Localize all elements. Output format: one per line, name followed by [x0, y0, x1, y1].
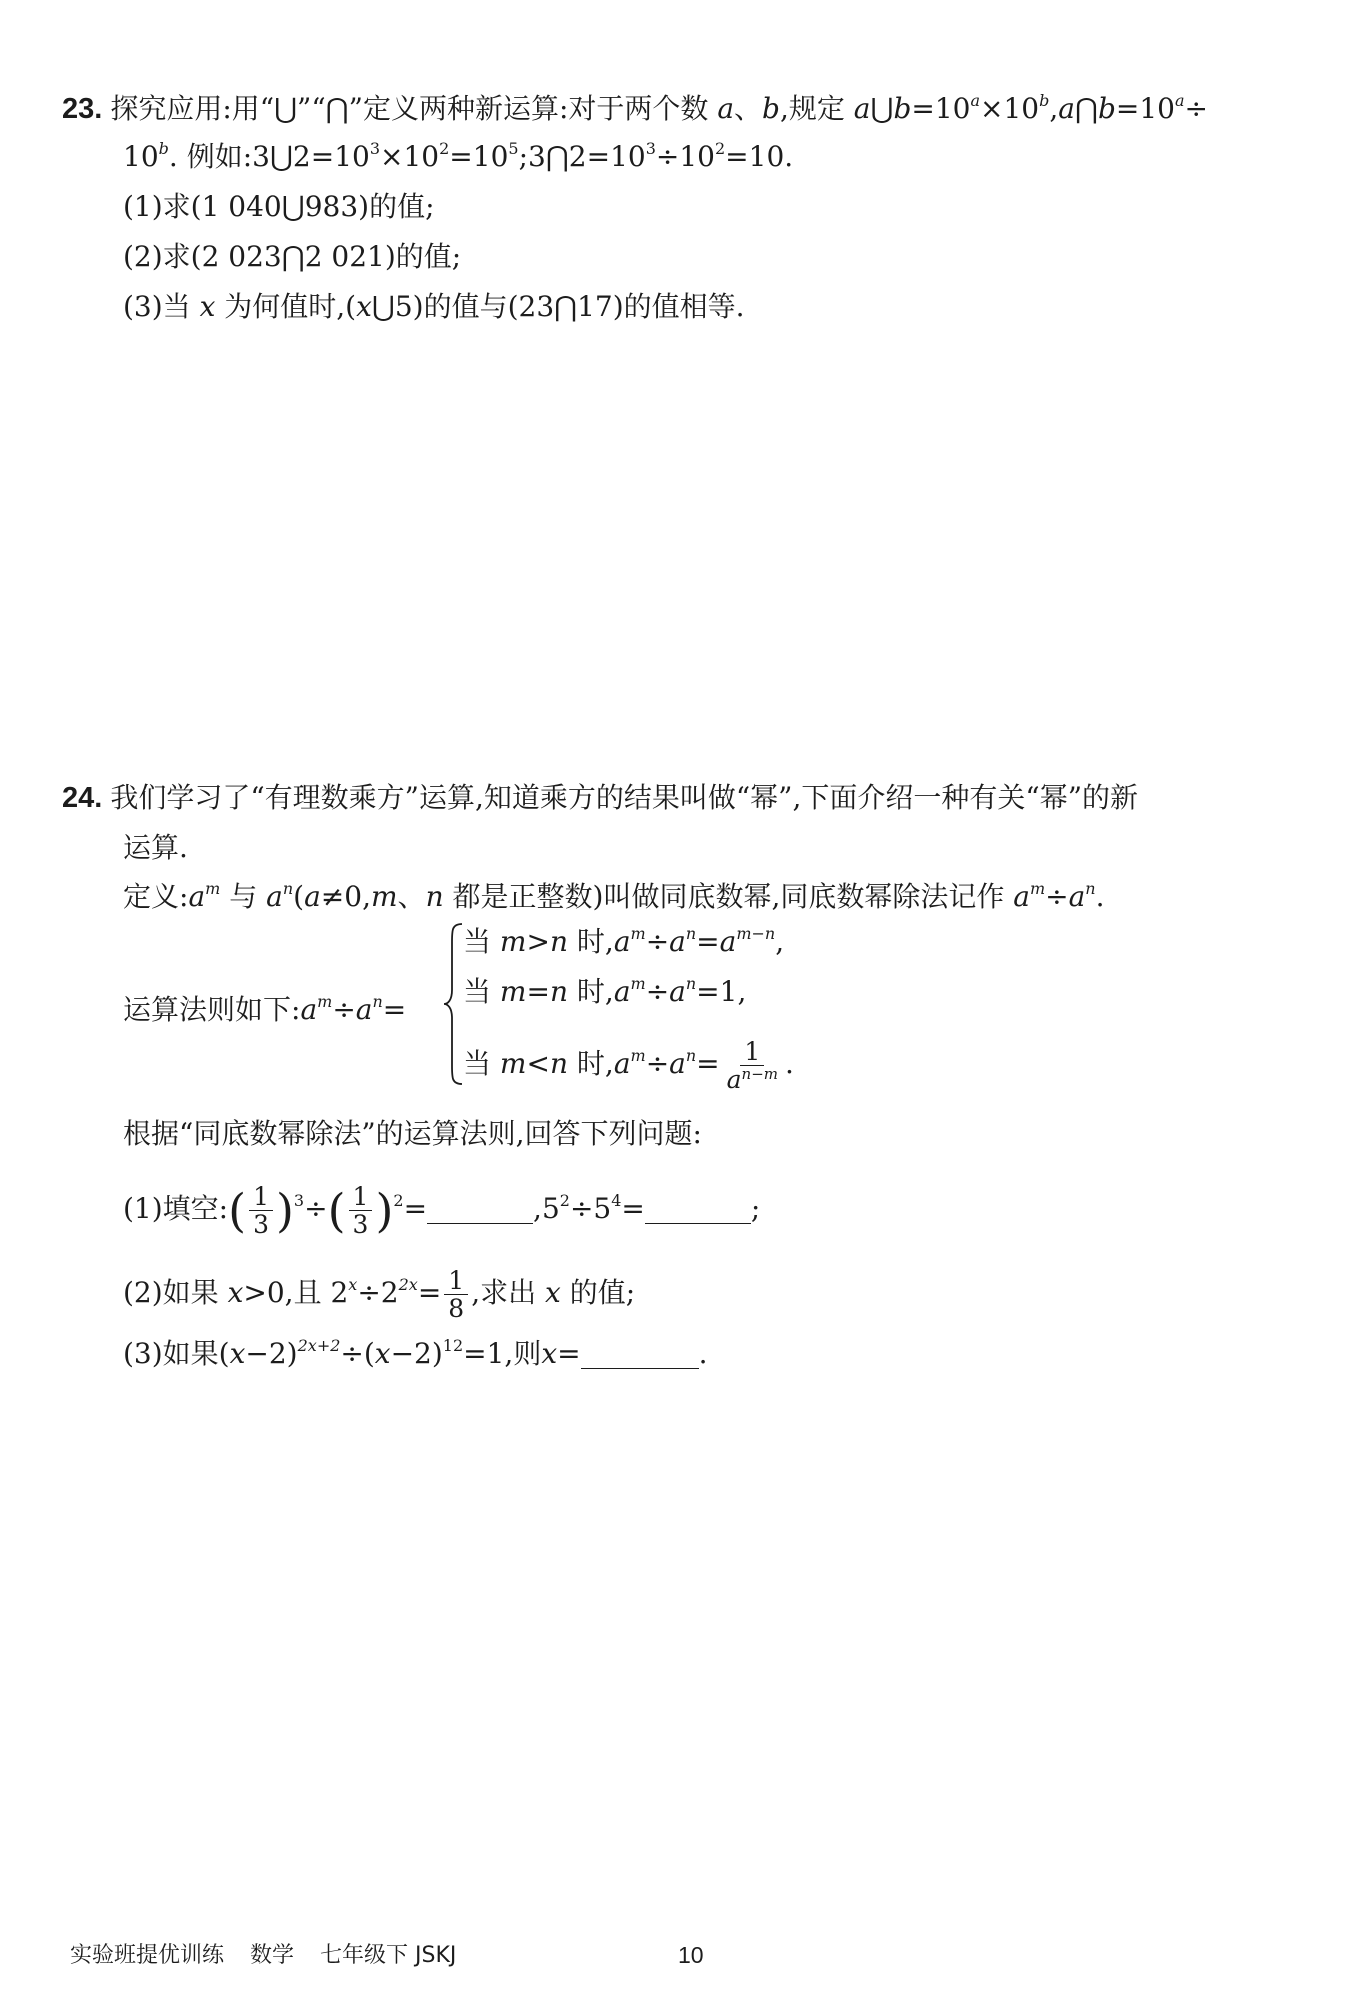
- footer-book: 实验班提优训练: [70, 1943, 225, 1968]
- q23-line-1: 23. 探究应用:用“⋃”“⋂”定义两种新运算:对于两个数 a、b,规定 $a⋃b=10^a\times 10^b,a⋂b=10^a\div$: [62, 91, 1208, 125]
- q24-case-equal: 当 m=n 时$,a^m\div a^n=1$,: [463, 974, 747, 1008]
- q24-answer-intro: 根据“同底数幂除法”的运算法则,回答下列问题:: [123, 1117, 702, 1150]
- q23-part-2: (2)求(2 023⋂2 021)的值;: [123, 240, 462, 273]
- q23-line-2: 10$^b$. 例如$:3⋃2=10^3\times 10^2=10^5;3⋂2=10^3\div 10^2=10$.: [123, 139, 794, 173]
- fraction: $\frac{1}{a^{n-m}}$: [726, 1037, 778, 1094]
- q24-definition: 定义$:a^m$ 与 $a^n(a\ne 0,m$、n 都是正整数)叫做同底数幂,同底数幂除法记作 $a^m\div a^n$.: [123, 879, 1105, 913]
- q23-part-3: (3)当 x 为何值时,(x⋃5)的值与(23⋂17)的值相等.: [123, 290, 745, 323]
- q24-part-1: (1)填空:( $\frac{1}{3}$ )$^3$÷( $\frac{1}{3}$ )$^2= ,5^2\div 5^4=$ ;: [123, 1182, 761, 1239]
- answer-blank[interactable]: [645, 1221, 751, 1224]
- q23-intro: 探究应用:用“⋃”“⋂”定义两种新运算:对于两个数: [110, 92, 709, 125]
- footer-subject: 数学: [250, 1943, 295, 1968]
- q24-line-2: 运算.: [123, 831, 188, 864]
- answer-blank[interactable]: [581, 1366, 699, 1369]
- q23-number: 23.: [62, 93, 103, 125]
- answer-blank[interactable]: [427, 1221, 533, 1224]
- q24-part-3: (3)如果$(x-2)^{2x+2}\div(x-2)^{12}=1$,则x= .: [123, 1336, 708, 1370]
- q23-def-union: $a⋃b=10^a\times 10^b$: [853, 91, 1050, 125]
- page-number: 10: [678, 1942, 704, 1968]
- q24-line-1: [62, 781, 1138, 815]
- q23-example-label: . 例如:: [168, 140, 253, 173]
- q24-case-less: 当 m<n 时$,a^m\div a^n=$ $\frac{1}{a^{n-m}}$ .: [463, 1037, 794, 1094]
- brace-icon: [442, 922, 464, 1086]
- q24-part-2: (2)如果 x>0,且 $2^x\div 2^{2x}=$ $\frac{1}{8}$ ,求出 x 的值;: [123, 1266, 636, 1323]
- q24-case-greater: 当 m>n 时$,a^m\div a^n=a^{m-n}$,: [463, 924, 785, 958]
- q24-intro: 我们学习了“有理数乘方”运算,知道乘方的结果叫做“幂”,下面介绍一种有关“幂”的新: [110, 781, 1139, 814]
- q24-number: 24.: [62, 782, 103, 814]
- q24-rule-label: 运算法则如下$:a^m\div a^n=$: [123, 992, 407, 1026]
- footer-grade: 七年级下 JSKJ: [320, 1943, 457, 1968]
- q23-def-intersect: $a⋂b=10^a\div$: [1058, 91, 1208, 125]
- q23-part-1: (1)求(1 040⋃983)的值;: [123, 190, 435, 223]
- q23-example: $3⋃2=10^3\times 10^2=10^5;3⋂2=10^3\div 10^2=10$.: [252, 139, 794, 173]
